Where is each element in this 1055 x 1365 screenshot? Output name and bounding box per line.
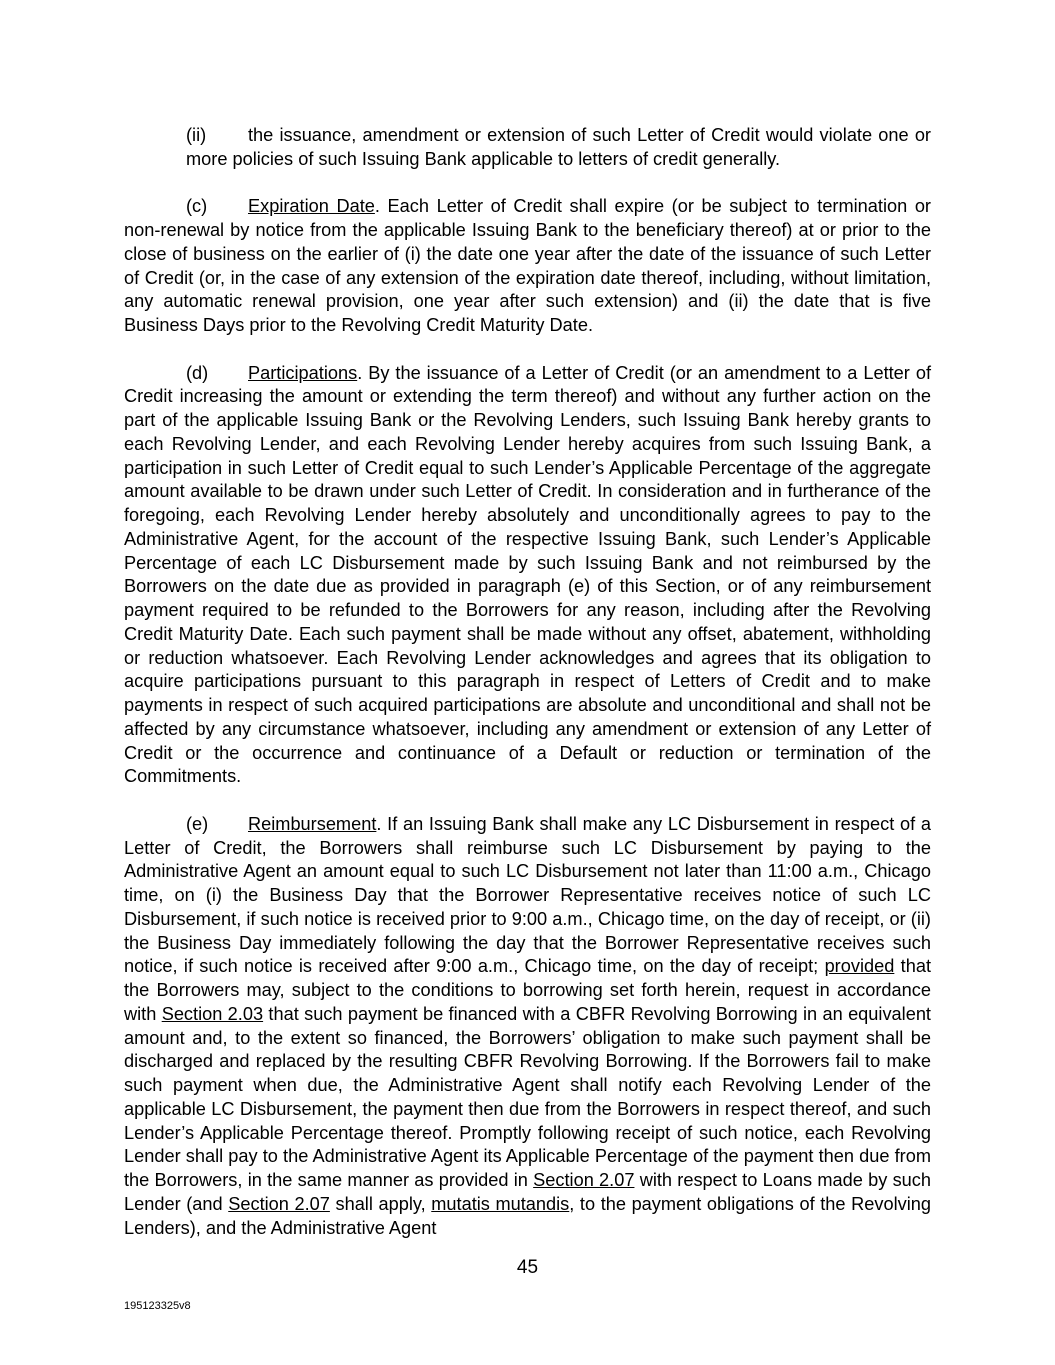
- document-id: 195123325v8: [124, 1300, 191, 1312]
- clause-e-text-2: that the Borrowers may, subject to the conditions to borrowing set forth herein, request in accordance with: [124, 956, 931, 1024]
- clause-e-text-4: with respect to Loans made by such Lender (and: [124, 1170, 931, 1214]
- clause-d-text: . By the issuance of a Letter of Credit (or an amendment to a Letter of Credit increasing the amount or extending the term thereof) and without any further action on the part of the applicable Issuing Bank or the Revolving Lenders, such Issuing Bank hereby grants to each Revolving Lender, and each Revolving Lender hereby acquires from such Issuing Bank, a participation in such Letter of Credit equal to such Lender’s Applicable Percentage of the aggregate amount available to be drawn under such Letter of Credit. In consideration and in furtherance of the foregoing, each Revolving Lender hereby absolutely and unconditionally agrees to pay to the Administrative Agent, for the account of the respective Issuing Bank, such Lender’s Applicable Percentage of each LC Disbursement made by such Issuing Bank and not reimbursed by the Borrowers on the date due as provided in paragraph (e) of this Section, or of any reimbursement payment required to be refunded to the Borrowers for any reason, including after the Revolving Credit Maturity Date. Each such payment shall be made without any offset, abatement, withholding or reduction whatsoever. Each Revolving Lender acknowledges and agrees that its obligation to acquire participations pursuant to this paragraph in respect of Letters of Credit and to make payments in respect of such acquired participations are absolute and unconditional and shall not be affected by any circumstance whatsoever, including any amendment or extension of any Letter of Credit or the occurrence and continuance of a Default or reduction or termination of the Commitments.: [124, 362, 931, 787]
- proviso-term: provided: [824, 956, 895, 977]
- clause-e-text-1: . If an Issuing Bank shall make any LC Disbursement in respect of a Letter of Credit, the Borrowers shall reimburse such LC Disbursement by paying to the Administrative Agent an amount equal to such LC Disbursement not later than 11:00 a.m., Chicago time, on (i) the Business Day that the Borrower Representative receives notice of such LC Disbursement, if such notice is received prior to 9:00 a.m., Chicago time, on the day of receipt, or (ii) the Business Day immediately following the day that the Borrower Representative receives such notice, if such notice is received after 9:00 a.m., Chicago time, on the day of receipt;: [124, 813, 931, 977]
- clause-c-label: (c): [186, 196, 208, 217]
- clause-c-heading: Expiration Date: [248, 196, 375, 217]
- section-reference: Section 2.07: [533, 1170, 635, 1190]
- document-body: [124, 124, 931, 1240]
- clause-e-text-3: that such payment be financed with a CBFR Revolving Borrowing in an equivalent amount and, to the extent so financed, the Borrowers’ obligation to make such payment shall be discharged and replaced by the resulting CBFR Revolving Borrowing. If the Borrowers fail to make such payment when due, the Administrative Agent shall notify each Revolving Lender of the applicable LC Disbursement, the payment then due from the Borrowers in respect thereof, and such Lender’s Applicable Percentage thereof. Promptly following receipt of such notice, each Revolving Lender shall pay to the Administrative Agent its Applicable Percentage of the payment then due from the Borrowers, in the same manner as provided in: [124, 1003, 931, 1190]
- section-reference: Section 2.07: [228, 1193, 330, 1214]
- clause-c-text: . Each Letter of Credit shall expire (or be subject to termination or non-renewal by notice from the applicable Issuing Bank to the beneficiary thereof) at or prior to the close of business on the earlier of (i) the date one year after the date of the issuance of such Letter of Credit (or, in the case of any extension of the expiration date thereof, including, without limitation, any automatic renewal provision, one year after such extension) and (ii) the date that is five Business Days prior to the Revolving Credit Maturity Date.: [124, 196, 931, 335]
- clause-e: [124, 813, 931, 1241]
- clause-e-label: (e): [186, 813, 209, 834]
- page-number: 45: [516, 1257, 539, 1278]
- clause-d: [124, 362, 931, 790]
- clause-ii-text: the issuance, amendment or extension of such Letter of Credit would violate one or more policies of such Issuing Bank applicable to letters of credit generally.: [186, 125, 931, 169]
- clause-e-heading: Reimbursement: [248, 813, 377, 834]
- clause-d-heading: Participations: [248, 362, 358, 383]
- clause-ii-label: (ii): [186, 125, 207, 145]
- clause-e-text-5: shall apply,: [329, 1193, 432, 1214]
- clause-d-label: (d): [186, 362, 209, 383]
- section-reference: Section 2.03: [161, 1003, 264, 1024]
- latin-term: mutatis mutandis: [431, 1193, 570, 1214]
- clause-c: [124, 195, 931, 338]
- clause-e-text-6: , to the payment obligations of the Revolving Lenders), and the Administrative Agent: [124, 1193, 931, 1238]
- clause-ii: [124, 124, 931, 172]
